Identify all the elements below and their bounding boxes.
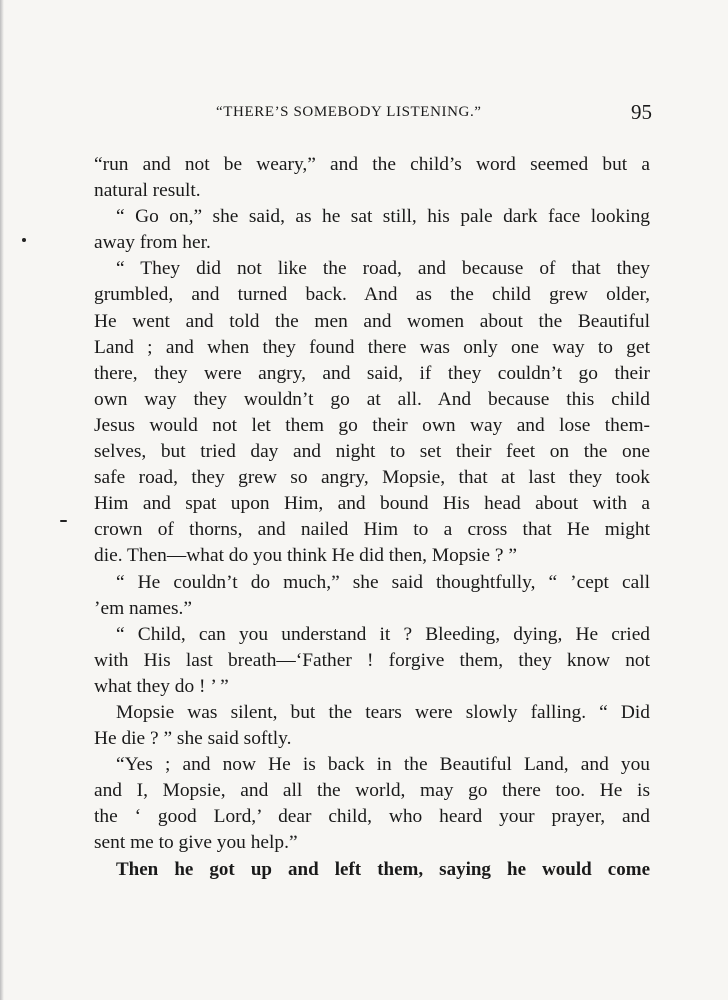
text-line: away from her.: [94, 232, 211, 254]
text-line: the ‘ good Lord,’ dear child, who heard your prayer, and: [94, 806, 650, 828]
text-line: ’em names.”: [94, 597, 192, 619]
running-title: “THERE’S SOMEBODY LISTENING.”: [216, 104, 482, 120]
text-line: “ They did not like the road, and because of that they: [116, 258, 650, 280]
text-line: Him and spat upon Him, and bound His head about with a: [94, 493, 650, 515]
text-line: there, they were angry, and said, if they couldn’t go their: [94, 362, 650, 384]
text-line: Jesus would not let them go their own way and lose them-: [94, 414, 650, 436]
paper-speck: [60, 520, 67, 522]
text-line: what they do ! ’ ”: [94, 675, 229, 697]
text-line: and I, Mopsie, and all the world, may go there too. He is: [94, 780, 650, 802]
body-text: [94, 152, 650, 883]
text-line: Land ; and when they found there was only one way to get: [94, 336, 650, 358]
text-line: Then he got up and left them, saying he would come: [116, 858, 650, 880]
page-number: 95: [631, 100, 652, 124]
text-line: die. Then—what do you think He did then, Mopsie ? ”: [94, 545, 517, 567]
text-line: sent me to give you help.”: [94, 832, 298, 854]
text-line: Mopsie was silent, but the tears were slowly falling. “ Did: [116, 701, 650, 723]
text-line: with His last breath—‘Father ! forgive them, they know not: [94, 649, 650, 671]
text-line: He die ? ” she said softly.: [94, 728, 292, 750]
text-line: “run and not be weary,” and the child’s word seemed but a: [94, 154, 650, 175]
text-line: “ Child, can you understand it ? Bleeding, dying, He cried: [116, 623, 650, 645]
running-head: [96, 100, 652, 132]
text-line: crown of thorns, and nailed Him to a cross that He might: [94, 519, 650, 541]
text-line: “ He couldn’t do much,” she said thoughtfully, “ ’cept call: [116, 571, 650, 593]
text-line: own way they wouldn’t go at all. And because this child: [94, 388, 650, 410]
text-line: grumbled, and turned back. And as the child grew older,: [94, 284, 650, 306]
text-line: selves, but tried day and night to set their feet on the one: [94, 441, 650, 463]
text-line: He went and told the men and women about the Beautiful: [94, 310, 650, 332]
page-edge-shadow: [0, 0, 4, 1000]
paper-speck: [22, 238, 26, 242]
text-line: natural result.: [94, 180, 201, 202]
text-line: “ Go on,” she said, as he sat still, his pale dark face looking: [116, 206, 650, 228]
text-line: safe road, they grew so angry, Mopsie, that at last they took: [94, 467, 650, 489]
text-line: “Yes ; and now He is back in the Beautiful Land, and you: [116, 754, 650, 776]
